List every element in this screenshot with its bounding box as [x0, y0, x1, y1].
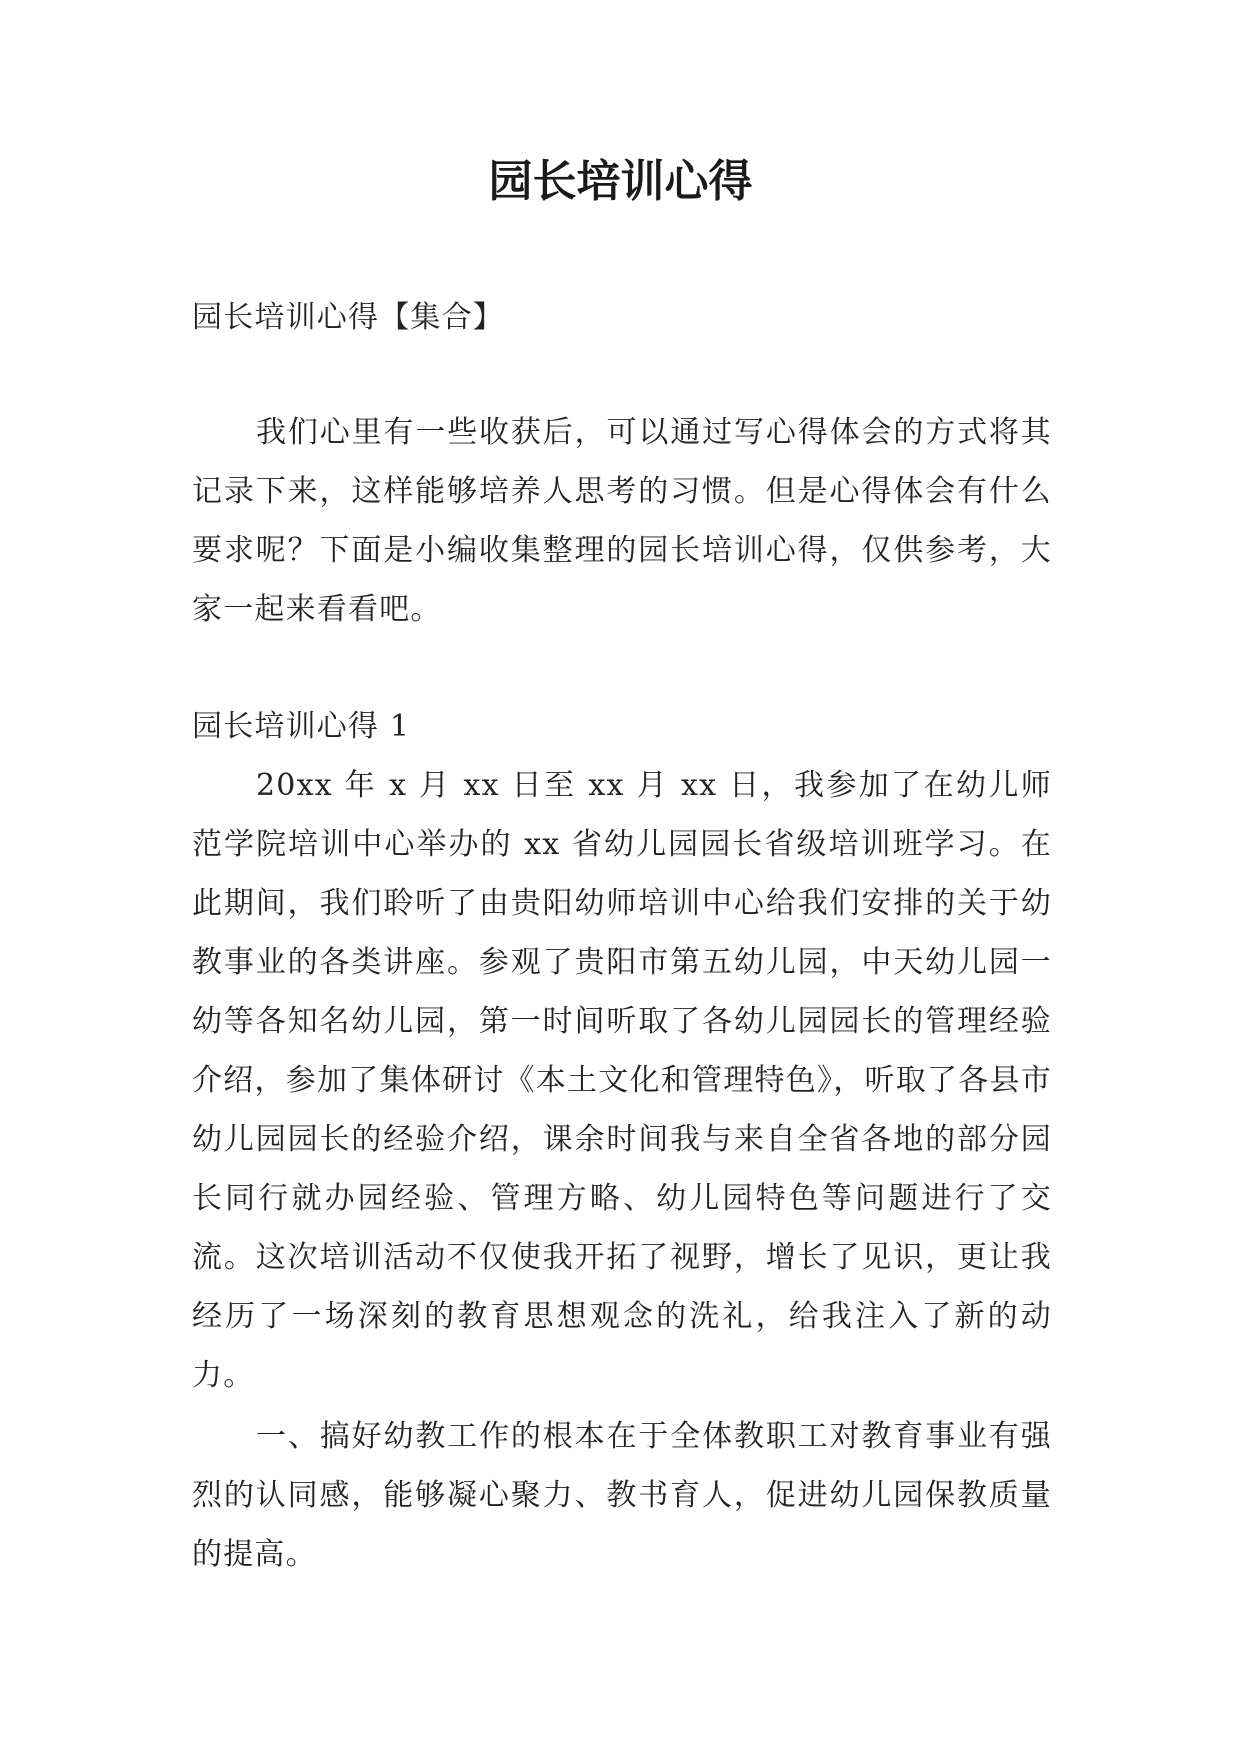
document-title: 园长培训心得 — [488, 156, 753, 207]
document-subtitle: 园长培训心得【集合】 — [192, 300, 504, 335]
intro-paragraph: 我们心里有一些收获后，可以通过写心得体会的方式将其记录下来，这样能够培养人思考的习惯。但是心得体会有什么要求呢？下面是小编收集整理的园长培训心得，仅供参考，大家一起来看看吧。 — [192, 415, 1052, 627]
body-paragraph-1: 20xx 年 x 月 xx 日至 xx 月 xx 日，我参加了在幼儿师范学院培训中心举办的 xx 省幼儿园园长省级培训班学习。在此期间，我们聆听了由贵阳幼师培训中心给我们安排的关于幼教事业的各类讲座。参观了贵阳市第五幼儿园，中天幼儿园一幼等各知名幼儿园，第一时间听取了各幼儿园园长的管理经验介绍，参加了集体研讨《本土文化和管理特色》，听取了各县市幼儿园园长的经验介绍，课余时间我与来自全省各地的部分园长同行就办园经验、管理方略、幼儿园特色等问题进行了交流。这次培训活动不仅使我开拓了视野，增长了见识，更让我经历了一场深刻的教育思想观念的洗礼，给我注入了新的动力。 — [192, 768, 1052, 1393]
body-paragraph-2: 一、搞好幼教工作的根本在于全体教职工对教育事业有强烈的认同感，能够凝心聚力、教书育人，促进幼儿园保教质量的提高。 — [192, 1419, 1052, 1572]
section-heading: 园长培训心得 1 — [192, 709, 411, 744]
